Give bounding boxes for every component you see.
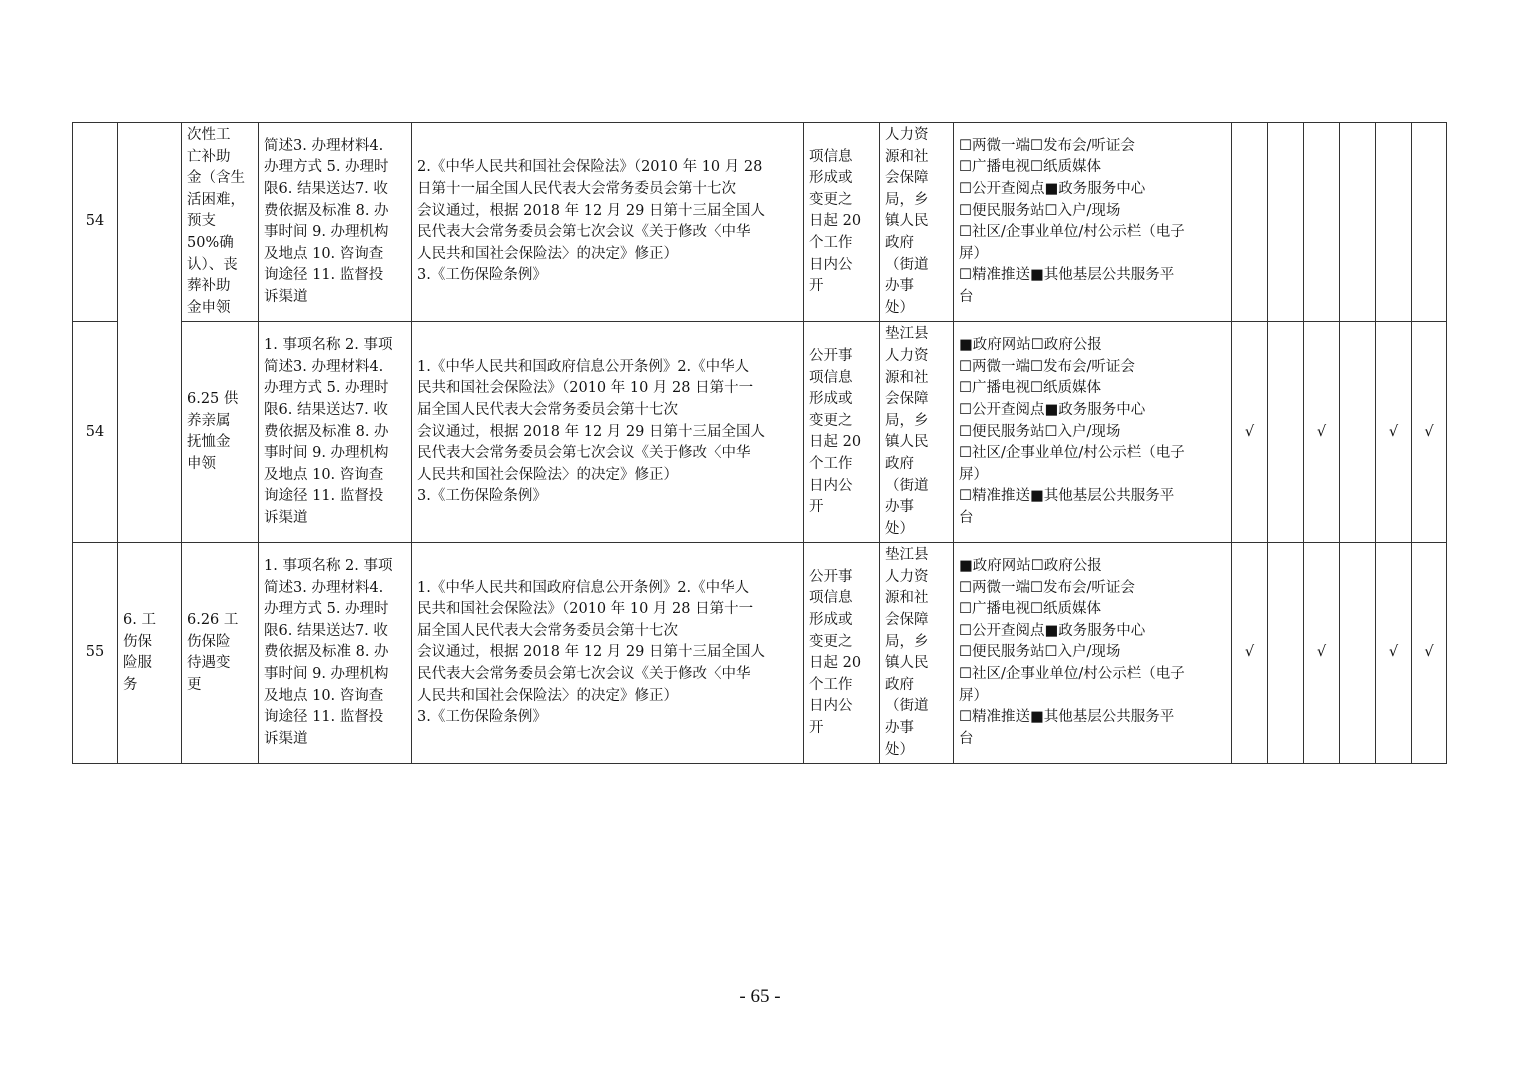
disclosure-channels-line: 台: [959, 288, 974, 305]
responsible-department-line: 人力资: [885, 568, 929, 585]
disclosure-time-line: 变更之: [809, 412, 853, 429]
disclosure-channels-line: 屏）: [959, 245, 988, 262]
disclosure-time-line: 个工作: [809, 455, 853, 472]
category-cell-line: 伤保: [123, 633, 152, 650]
disclosure-time-line: 开: [809, 720, 824, 737]
disclosure-time-line: 日起 20: [809, 213, 862, 230]
disclosure-channels-line: ☐精准推送■其他基层公共服务平: [959, 488, 1175, 505]
check-mark: [1268, 123, 1304, 322]
disclosure-channels-line: 屏）: [959, 466, 988, 483]
disclosure-channels-line: ☐广播电视☐纸质媒体: [959, 601, 1101, 618]
disclosure-channels-line: ☐便民服务站☐入户/现场: [959, 423, 1121, 440]
disclosure-time-line: 形成或: [809, 170, 853, 187]
disclosure-time-line: 变更之: [809, 191, 853, 208]
disclosure-content-line: 诉渠道: [264, 730, 308, 747]
item-name-line: 金申领: [187, 299, 231, 316]
responsible-department-line: 人力资: [885, 127, 929, 143]
responsible-department-line: （街道: [885, 256, 929, 273]
disclosure-content-line: 事时间 9. 办理机构: [264, 666, 389, 683]
responsible-department-line: 政府: [885, 676, 914, 693]
disclosure-content-line: 事时间 9. 办理机构: [264, 224, 389, 241]
responsible-department-line: 镇人民: [885, 213, 929, 230]
disclosure-channels-line: ☐公开查阅点■政务服务中心: [959, 401, 1146, 418]
item-name-line: 抚恤金: [187, 434, 231, 451]
legal-basis: [412, 123, 804, 322]
disclosure-channels-line: ☐广播电视☐纸质媒体: [959, 380, 1101, 397]
disclosure-channels-line: ☐精准推送■其他基层公共服务平: [959, 709, 1175, 726]
disclosure-time-line: 开: [809, 499, 824, 516]
item-name-line: 50%确: [187, 234, 234, 251]
responsible-department: [880, 322, 954, 543]
responsible-department-line: （街道: [885, 477, 929, 494]
disclosure-channels-line: ☐公开查阅点■政务服务中心: [959, 180, 1146, 197]
legal-basis-line: 人民共和国社会保险法〉的决定》修正）: [417, 687, 678, 704]
disclosure-time-line: 开: [809, 278, 824, 295]
table-row: [73, 123, 1447, 322]
item-name-line: 预支: [187, 213, 216, 230]
item-name-line: 亡补助: [187, 148, 231, 165]
check-mark: √: [1304, 322, 1340, 543]
check-mark: [1412, 123, 1447, 322]
disclosure-channels-line: ■政府网站☐政府公报: [959, 337, 1102, 354]
check-mark: [1376, 123, 1412, 322]
responsible-department-line: 人力资: [885, 347, 929, 364]
responsible-department-line: 处）: [885, 299, 914, 316]
item-name-line: 养亲属: [187, 412, 231, 429]
disclosure-time-line: 变更之: [809, 633, 853, 650]
disclosure-content-line: 诉渠道: [264, 509, 308, 526]
responsible-department-line: 政府: [885, 455, 914, 472]
responsible-department-line: 垫江县: [885, 547, 929, 564]
responsible-department-line: （街道: [885, 698, 929, 715]
table-row: [73, 543, 1447, 764]
disclosure-channels-line: ☐社区/企事业单位/村公示栏（电子: [959, 224, 1185, 241]
responsible-department-line: 会保障: [885, 612, 929, 629]
responsible-department-line: 垫江县: [885, 326, 929, 343]
legal-basis-line: 民代表大会常务委员会第七次会议《关于修改〈中华: [417, 224, 751, 241]
item-name: [182, 543, 259, 764]
item-name-line: 申领: [187, 455, 216, 472]
disclosure-channels-line: ■政府网站☐政府公报: [959, 558, 1102, 575]
disclosure-time-line: 项信息: [809, 148, 853, 165]
responsible-department: [880, 543, 954, 764]
disclosure-time: [804, 543, 880, 764]
disclosure-content-line: 限6. 结果送达7. 收: [264, 180, 388, 197]
category-cell: [118, 123, 182, 543]
item-name: [182, 322, 259, 543]
check-mark: √: [1376, 322, 1412, 543]
legal-basis-line: 届全国人民代表大会常务委员会第十七次: [417, 401, 678, 418]
responsible-department-line: 处）: [885, 741, 914, 758]
disclosure-content: [259, 543, 412, 764]
disclosure-content-line: 简述3. 办理材料4.: [264, 358, 384, 375]
responsible-department-line: 镇人民: [885, 655, 929, 672]
disclosure-time-line: 公开事: [809, 568, 853, 585]
disclosure-time-line: 日内公: [809, 698, 853, 715]
disclosure-content-line: 限6. 结果送达7. 收: [264, 401, 388, 418]
disclosure-time-line: 形成或: [809, 612, 853, 629]
responsible-department-line: 源和社: [885, 148, 929, 165]
check-mark: [1340, 123, 1376, 322]
legal-basis-line: 人民共和国社会保险法〉的决定》修正）: [417, 466, 678, 483]
legal-basis: [412, 322, 804, 543]
responsible-department-line: 局，乡: [885, 412, 929, 429]
item-name-line: 活困难，: [187, 191, 245, 208]
disclosure-time: [804, 123, 880, 322]
disclosure-table: [72, 122, 1447, 764]
responsible-department-line: 办事: [885, 278, 914, 295]
disclosure-time: [804, 322, 880, 543]
disclosure-channels: [954, 322, 1232, 543]
item-name-line: 更: [187, 676, 202, 693]
legal-basis-line: 民共和国社会保险法》（2010 年 10 月 28 日第十一: [417, 380, 754, 397]
disclosure-time-line: 个工作: [809, 234, 853, 251]
disclosure-content-line: 询途径 11. 监督投: [264, 709, 384, 726]
item-name-line: 次性工: [187, 127, 231, 143]
legal-basis-line: 2.《中华人民共和国社会保险法》（2010 年 10 月 28: [417, 159, 763, 176]
disclosure-content-line: 1. 事项名称 2. 事项: [264, 558, 393, 575]
disclosure-content-line: 及地点 10. 咨询查: [264, 245, 384, 262]
row-number: 54: [73, 123, 118, 322]
responsible-department-line: 局，乡: [885, 191, 929, 208]
disclosure-content-line: 诉渠道: [264, 288, 308, 305]
check-mark: √: [1232, 322, 1268, 543]
disclosure-channels: [954, 123, 1232, 322]
disclosure-content-line: 办理方式 5. 办理时: [264, 159, 389, 176]
check-mark: √: [1304, 543, 1340, 764]
disclosure-channels-line: ☐公开查阅点■政务服务中心: [959, 622, 1146, 639]
responsible-department-line: 源和社: [885, 369, 929, 386]
disclosure-time-line: 日起 20: [809, 655, 862, 672]
check-mark: √: [1412, 543, 1447, 764]
disclosure-channels-line: ☐精准推送■其他基层公共服务平: [959, 267, 1175, 284]
disclosure-content: [259, 322, 412, 543]
disclosure-channels-line: ☐广播电视☐纸质媒体: [959, 159, 1101, 176]
legal-basis-line: 民共和国社会保险法》（2010 年 10 月 28 日第十一: [417, 601, 754, 618]
responsible-department-line: 政府: [885, 234, 914, 251]
legal-basis: [412, 543, 804, 764]
item-name: [182, 123, 259, 322]
category-cell-line: 6. 工: [123, 612, 156, 629]
disclosure-content-line: 及地点 10. 咨询查: [264, 466, 384, 483]
row-number: 55: [73, 543, 118, 764]
responsible-department-line: 局，乡: [885, 633, 929, 650]
responsible-department-line: 镇人民: [885, 434, 929, 451]
item-name-line: 葬补助: [187, 278, 231, 295]
check-mark: [1340, 543, 1376, 764]
disclosure-channels-line: ☐两微一端☐发布会/听证会: [959, 579, 1135, 596]
disclosure-channels: [954, 543, 1232, 764]
legal-basis-line: 会议通过，根据 2018 年 12 月 29 日第十三届全国人: [417, 202, 765, 219]
category-cell-line: 险服: [123, 655, 152, 672]
item-name-line: 伤保险: [187, 633, 231, 650]
legal-basis-line: 1.《中华人民共和国政府信息公开条例》2.《中华人: [417, 579, 750, 596]
disclosure-time-line: 项信息: [809, 590, 853, 607]
disclosure-content-line: 限6. 结果送达7. 收: [264, 622, 388, 639]
responsible-department-line: 办事: [885, 720, 914, 737]
disclosure-content-line: 及地点 10. 咨询查: [264, 687, 384, 704]
check-mark: √: [1232, 543, 1268, 764]
item-name-line: 待遇变: [187, 655, 231, 672]
disclosure-time-line: 项信息: [809, 369, 853, 386]
disclosure-channels-line: 台: [959, 509, 974, 526]
disclosure-time-line: 形成或: [809, 391, 853, 408]
check-mark: [1340, 322, 1376, 543]
legal-basis-line: 会议通过，根据 2018 年 12 月 29 日第十三届全国人: [417, 644, 765, 661]
disclosure-channels-line: ☐社区/企事业单位/村公示栏（电子: [959, 445, 1185, 462]
disclosure-channels-line: 台: [959, 730, 974, 747]
disclosure-content-line: 简述3. 办理材料4.: [264, 137, 384, 154]
disclosure-channels-line: ☐便民服务站☐入户/现场: [959, 202, 1121, 219]
disclosure-content-line: 费依据及标准 8. 办: [264, 202, 389, 219]
page-number: - 65 -: [739, 986, 781, 1007]
disclosure-content-line: 询途径 11. 监督投: [264, 488, 384, 505]
check-mark: [1268, 543, 1304, 764]
disclosure-content-line: 事时间 9. 办理机构: [264, 445, 389, 462]
disclosure-time-line: 日内公: [809, 256, 853, 273]
legal-basis-line: 1.《中华人民共和国政府信息公开条例》2.《中华人: [417, 358, 750, 375]
disclosure-channels-line: ☐两微一端☐发布会/听证会: [959, 137, 1135, 154]
disclosure-channels-line: ☐便民服务站☐入户/现场: [959, 644, 1121, 661]
responsible-department-line: 办事: [885, 499, 914, 516]
disclosure-channels-line: ☐社区/企事业单位/村公示栏（电子: [959, 666, 1185, 683]
legal-basis-line: 会议通过，根据 2018 年 12 月 29 日第十三届全国人: [417, 423, 765, 440]
disclosure-time-line: 个工作: [809, 676, 853, 693]
responsible-department: [880, 123, 954, 322]
disclosure-channels-line: ☐两微一端☐发布会/听证会: [959, 358, 1135, 375]
table-row: [73, 322, 1447, 543]
legal-basis-line: 民代表大会常务委员会第七次会议《关于修改〈中华: [417, 666, 751, 683]
responsible-department-line: 源和社: [885, 590, 929, 607]
disclosure-time-line: 公开事: [809, 347, 853, 364]
item-name-line: 6.25 供: [187, 391, 239, 408]
legal-basis-line: 3.《工伤保险条例》: [417, 709, 547, 726]
disclosure-content-line: 办理方式 5. 办理时: [264, 601, 389, 618]
disclosure-content: [259, 123, 412, 322]
category-cell-line: 务: [123, 676, 138, 693]
disclosure-content-line: 询途径 11. 监督投: [264, 267, 384, 284]
category-cell: [118, 543, 182, 764]
legal-basis-line: 3.《工伤保险条例》: [417, 488, 547, 505]
check-mark: [1232, 123, 1268, 322]
legal-basis-line: 届全国人民代表大会常务委员会第十七次: [417, 622, 678, 639]
disclosure-channels-line: 屏）: [959, 687, 988, 704]
check-mark: [1268, 322, 1304, 543]
disclosure-content-line: 费依据及标准 8. 办: [264, 644, 389, 661]
item-name-line: 6.26 工: [187, 612, 239, 629]
item-name-line: 认）、丧: [187, 256, 238, 273]
disclosure-content-line: 办理方式 5. 办理时: [264, 380, 389, 397]
legal-basis-line: 民代表大会常务委员会第七次会议《关于修改〈中华: [417, 445, 751, 462]
check-mark: √: [1412, 322, 1447, 543]
check-mark: √: [1376, 543, 1412, 764]
disclosure-content-line: 费依据及标准 8. 办: [264, 423, 389, 440]
disclosure-content-line: 简述3. 办理材料4.: [264, 579, 384, 596]
check-mark: [1304, 123, 1340, 322]
legal-basis-line: 3.《工伤保险条例》: [417, 267, 547, 284]
responsible-department-line: 处）: [885, 520, 914, 537]
disclosure-time-line: 日内公: [809, 477, 853, 494]
row-number: 54: [73, 322, 118, 543]
responsible-department-line: 会保障: [885, 170, 929, 187]
disclosure-time-line: 日起 20: [809, 434, 862, 451]
disclosure-content-line: 1. 事项名称 2. 事项: [264, 337, 393, 354]
legal-basis-line: 日第十一届全国人民代表大会常务委员会第十七次: [417, 180, 736, 197]
item-name-line: 金（含生: [187, 170, 245, 187]
legal-basis-line: 人民共和国社会保险法〉的决定》修正）: [417, 245, 678, 262]
responsible-department-line: 会保障: [885, 391, 929, 408]
